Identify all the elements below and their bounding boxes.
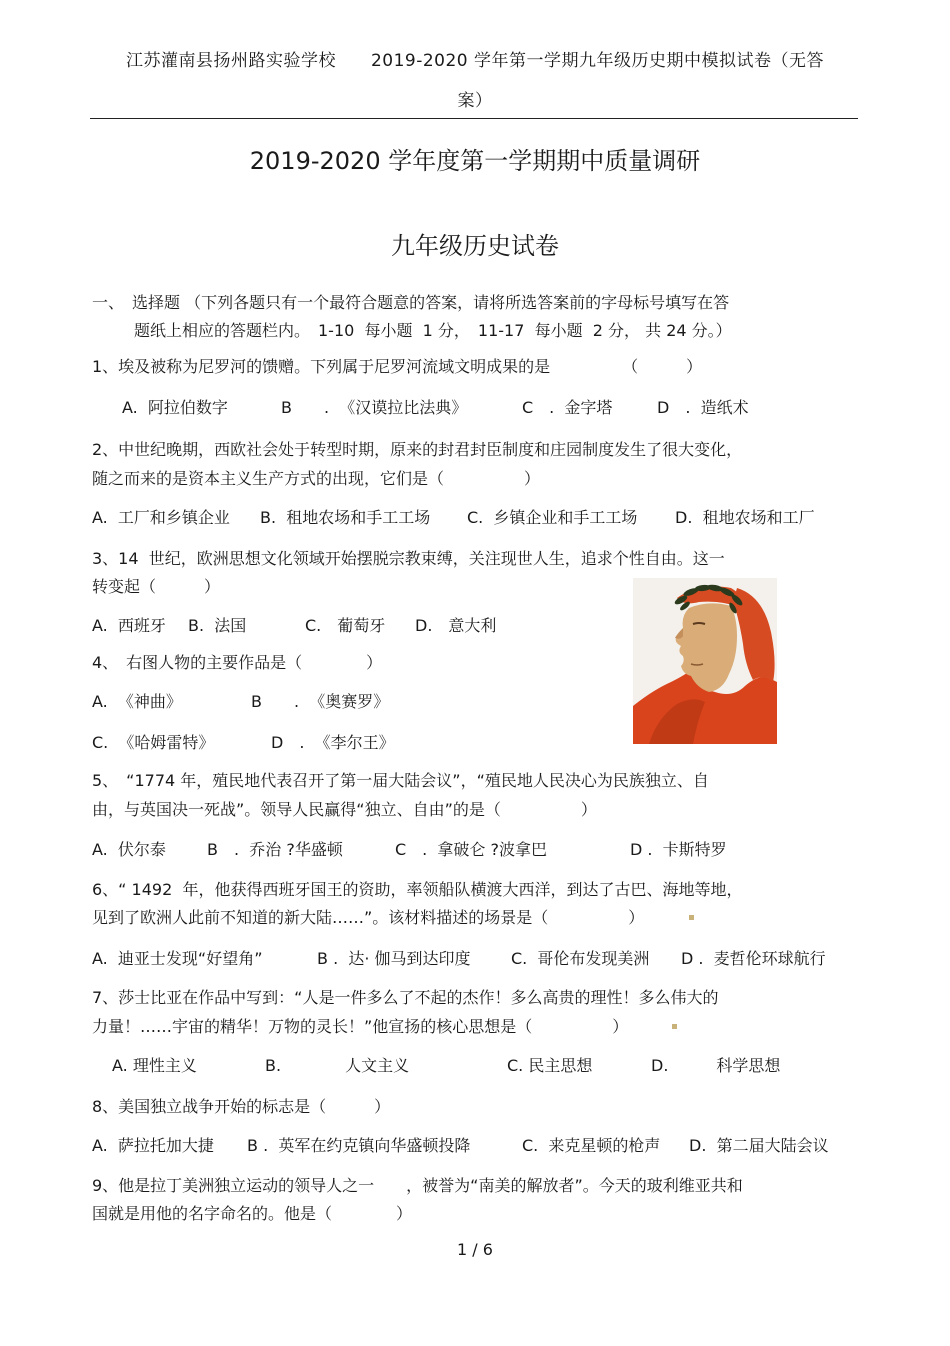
question-8-stem: 8、美国独立战争开始的标志是（ ）: [92, 1097, 391, 1116]
question-2-option-d: D. 租地农场和工厂: [675, 508, 815, 527]
question-2-option-c: C. 乡镇企业和手工工场: [467, 508, 638, 527]
question-3-stem-1: 3、14 世纪，欧洲思想文化领域开始摆脱宗教束缚，关注现世人生，追求个性自由。这一: [92, 549, 725, 568]
question-1-option-d: D . 造纸术: [657, 398, 749, 417]
exam-title: 2019-2020 学年度第一学期期中质量调研: [249, 147, 701, 175]
question-5-stem-1: 5、 “1774 年，殖民地代表召开了第一届大陆会议”，“殖民地人民决心为民族独立、自: [92, 771, 709, 790]
question-4-option-a: A. 《神曲》: [92, 692, 182, 711]
question-7-stem-1: 7、莎士比亚在作品中写到：“人是一件多么了不起的杰作！多么高贵的理性！多么伟大的: [92, 988, 719, 1007]
question-6-stem-2: 见到了欧洲人此前不知道的新大陆……”。该材料描述的场景是（ ）: [92, 908, 645, 927]
question-5-option-d: D . 卡斯特罗: [630, 840, 727, 859]
question-6-option-c: C. 哥伦布发现美洲: [511, 949, 650, 968]
section-instruction-1: 一、 选择题 （下列各题只有一个最符合题意的答案，请将所选答案前的字母标号填写在答: [92, 293, 730, 312]
dante-portrait-image: [633, 578, 777, 744]
question-7-stem-2: 力量！……宇宙的精华！万物的灵长！”他宣扬的核心思想是（ ）: [92, 1017, 629, 1036]
question-4-option-b: B . 《奥赛罗》: [251, 692, 390, 711]
question-1-option-a: A. 阿拉伯数字: [122, 398, 228, 417]
question-4-option-d: D . 《李尔王》: [271, 733, 395, 752]
question-7-option-c: C. 民主思想: [507, 1056, 593, 1075]
header-divider: [90, 118, 858, 119]
question-1-option-b: B . 《汉谟拉比法典》: [281, 398, 468, 417]
exam-subtitle: 九年级历史试卷: [391, 232, 559, 260]
question-3-option-d: D. 意大利: [415, 616, 497, 635]
question-6-option-a: A. 迪亚士发现“好望角”: [92, 949, 263, 968]
question-9-stem-1: 9、他是拉丁美洲独立运动的领导人之一 ，被誉为“南美的解放者”。今天的玻利维亚共和: [92, 1176, 743, 1195]
question-5-stem-2: 由，与英国决一死战”。领导人民赢得“独立、自由”的是（ ）: [92, 800, 597, 819]
header-line-2: 案）: [457, 91, 493, 111]
question-6-option-d: D . 麦哲伦环球航行: [681, 949, 826, 968]
question-3-option-b: B. 法国: [188, 616, 247, 635]
question-2-stem-2: 随之而来的是资本主义生产方式的出现，它们是（ ）: [92, 469, 541, 488]
question-8-option-c: C. 来克星顿的枪声: [522, 1136, 661, 1155]
question-2-option-b: B. 租地农场和手工工场: [260, 508, 431, 527]
section-instruction-2: 题纸上相应的答题栏内。 1-10 每小题 1 分， 11-17 每小题 2 分， 共 24 分。）: [134, 321, 732, 340]
page-number: 1 / 6: [457, 1240, 493, 1259]
question-5-option-b: B . 乔治 ?华盛顿: [207, 840, 343, 859]
question-8-option-a: A. 萨拉托加大捷: [92, 1136, 214, 1155]
header-line-1: 江苏灌南县扬州路实验学校 2019-2020 学年第一学期九年级历史期中模拟试卷（无答: [125, 51, 825, 71]
question-1-stem: 1、埃及被称为尼罗河的馈赠。下列属于尼罗河流域文明成果的是 （ ）: [92, 357, 703, 376]
question-6-option-b: B . 达· 伽马到达印度: [317, 949, 471, 968]
scan-artifact-dot: [689, 915, 694, 920]
question-5-option-c: C . 拿破仑 ?波拿巴: [395, 840, 548, 859]
question-7-option-a: A. 理性主义: [112, 1056, 197, 1075]
question-3-stem-2: 转变起（ ）: [92, 577, 221, 596]
question-2-stem-1: 2、中世纪晚期，西欧社会处于转型时期，原来的封君封臣制度和庄园制度发生了很大变化，: [92, 440, 743, 459]
question-9-stem-2: 国就是用他的名字命名的。他是（ ）: [92, 1204, 413, 1223]
question-7-option-b: B. 人文主义: [265, 1056, 410, 1075]
question-8-option-b: B . 英军在约克镇向华盛顿投降: [247, 1136, 471, 1155]
question-1-option-c: C . 金字塔: [522, 398, 613, 417]
question-7-option-d: D. 科学思想: [651, 1056, 781, 1075]
question-4-option-c: C. 《哈姆雷特》: [92, 733, 215, 752]
question-3-option-c: C. 葡萄牙: [305, 616, 386, 635]
question-2-option-a: A. 工厂和乡镇企业: [92, 508, 230, 527]
question-6-stem-1: 6、“ 1492 年，他获得西班牙国王的资助，率领船队横渡大西洋，到达了古巴、海地等地，: [92, 880, 743, 899]
question-4-stem: 4、 右图人物的主要作品是（ ）: [92, 653, 383, 672]
scan-artifact-dot-2: [672, 1024, 677, 1029]
question-8-option-d: D. 第二届大陆会议: [689, 1136, 829, 1155]
question-3-option-a: A. 西班牙: [92, 616, 166, 635]
question-5-option-a: A. 伏尔泰: [92, 840, 166, 859]
